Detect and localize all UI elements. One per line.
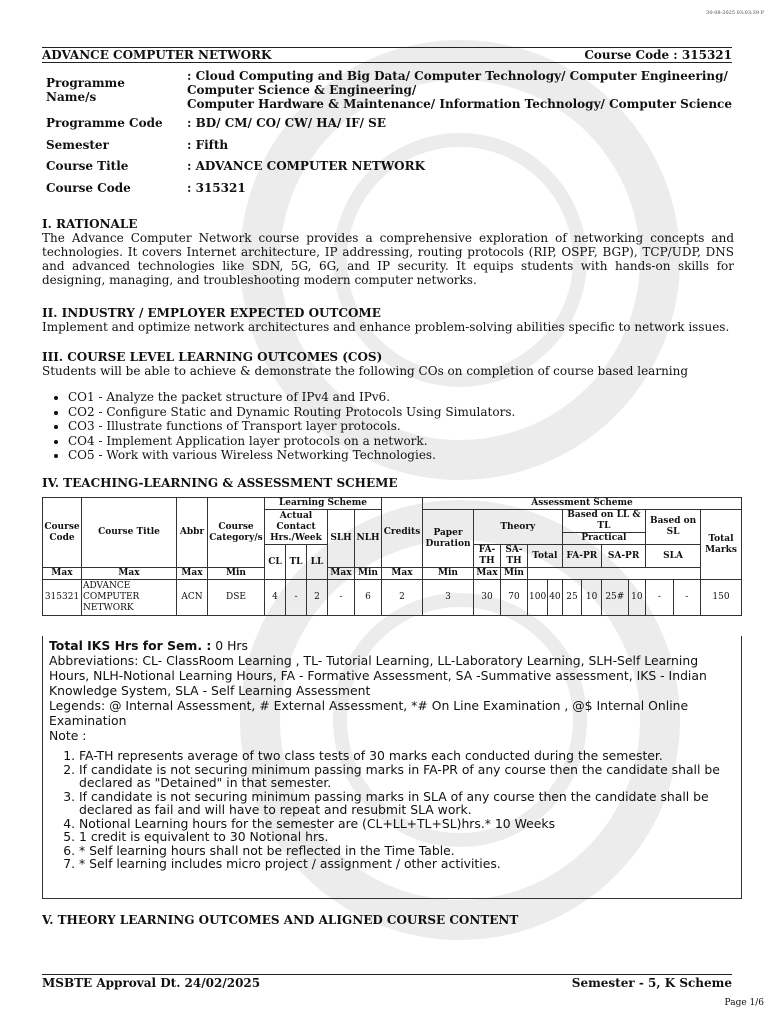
th-abbr: Abbr [177,498,208,568]
th-min: Min [501,568,528,580]
cell: ADVANCE COMPUTER NETWORK [82,580,177,616]
th-course-code: Course Code [43,498,82,568]
iks-hours [49,638,735,653]
co-item: • CO2 - Configure Static and Dynamic Routing Protocols Using Simulators. [68,405,734,420]
footer-semester: Semester - 5, K Scheme [571,976,732,990]
cell: 4 [265,580,286,616]
cell: - [286,580,307,616]
co-item: • CO5 - Work with various Wireless Networking Technologies. [68,448,734,463]
th-sla: SLA [646,545,701,568]
cell: 2 [307,580,328,616]
info-value [183,68,742,112]
th-ll-tl: Based on LL & TL [562,510,646,533]
industry-section [42,306,734,334]
cell: 10 [628,580,646,616]
note-item: 3. If candidate is not securing minimum passing marks in SLA of any course then the candidate shall be declared as fail and will have to repeat and resubmit SLA work. [79,790,735,817]
cell: 25 [562,580,582,616]
footer-approval: MSBTE Approval Dt. 24/02/2025 [42,976,261,990]
th-sa-th: SA-TH [501,545,528,568]
note-item: 2. If candidate is not securing minimum passing marks in FA-PR of any course then the candidate shall be declared as "Detained" in that semester. [79,763,735,790]
cell: - [646,580,673,616]
th-max: Max [382,568,423,580]
cell: 2 [382,580,423,616]
th-max: Max [474,568,501,580]
cell: 70 [501,580,528,616]
cell: 30 [474,580,501,616]
table-header-row [43,568,742,580]
industry-title: II. INDUSTRY / EMPLOYER EXPECTED OUTCOME [42,306,381,320]
info-key: Course Code [46,180,131,195]
cell: 150 [701,580,742,616]
page-number: Page 1/6 [724,998,764,1008]
table-header-row [43,498,742,510]
info-value: : Fifth [187,137,229,152]
cell: - [328,580,355,616]
cell: 25# [602,580,629,616]
info-row [42,112,742,134]
info-key: Programme Name/s [46,76,125,104]
co-item: • CO4 - Implement Application layer protocols on a network. [68,434,734,449]
cell: 3 [423,580,474,616]
th-min: Min [208,568,265,580]
info-key: Programme Code [46,116,163,130]
info-key: Course Title [46,159,129,173]
th-total-marks: Total Marks [701,510,742,580]
cos-section [42,350,734,463]
cell: 6 [355,580,382,616]
th-fa-pr: FA-PR [562,545,601,568]
note-item: 5. 1 credit is equivalent to 30 Notional hrs. [79,830,735,844]
info-line: Computer Science & Engineering/ [187,83,417,97]
header-course-name: ADVANCE COMPUTER NETWORK [42,48,272,62]
page-footer [42,974,732,989]
th-max: Max [82,568,177,580]
scheme-section [42,476,734,490]
info-key: Semester [46,137,109,152]
th-fa-th: FA-TH [474,545,501,568]
rationale-title: I. RATIONALE [42,217,138,231]
th-practical: Practical [562,533,646,545]
cos-title: III. COURSE LEVEL LEARNING OUTCOMES (COS) [42,350,383,364]
info-row [42,155,742,177]
cell: 10 [582,580,602,616]
info-value: : ADVANCE COMPUTER NETWORK [187,159,426,173]
th-course-title: Course Title [82,498,177,568]
info-line: : Cloud Computing and Big Data/ Computer Technology/ Computer Engineering/ [187,69,728,83]
th-nlh: NLH [355,510,382,568]
th-ll: LL [307,545,328,580]
scheme-notes-box [42,636,742,899]
th-contact-hours: Actual Contact Hrs./Week [265,510,328,545]
iks-label: Total IKS Hrs for Sem. : [49,638,212,653]
th-based-on-sl: Based on SL [646,510,701,545]
th-tl: TL [286,545,307,580]
cell: ACN [177,580,208,616]
scheme-title: IV. TEACHING-LEARNING & ASSESSMENT SCHEME [42,476,398,490]
th-assessment-scheme: Assessment Scheme [423,498,742,510]
note-label: Note : [49,728,87,743]
assessment-scheme-table [42,497,742,616]
section-5-title: V. THEORY LEARNING OUTCOMES AND ALIGNED COURSE CONTENT [42,913,519,927]
th-learning-scheme: Learning Scheme [265,498,382,510]
abbreviations-text: Abbreviations: CL- ClassRoom Learning , TL- Tutorial Learning, LL-Laboratory Learning, SLH-Self Learning Hours, NLH-Notional Learning Hours, FA - Formative Assessment, SA -Summative assessment, IKS - Indian Knowledge System, SLA - Self Learning Assessment [49,653,707,698]
th-paper-duration: Paper Duration [423,510,474,568]
note-item: 7. * Self learning includes micro project / assignment / other activities. [79,857,735,871]
cos-list [42,390,734,463]
th-total: Total [528,545,563,568]
info-line: Computer Hardware & Maintenance/ Information Technology/ Computer Science [187,97,732,111]
industry-text: Implement and optimize network architectures and enhance problem-solving abilities specific to network issues. [42,320,730,334]
course-info-table [42,68,742,198]
th-min: Min [423,568,474,580]
iks-value: 0 Hrs [211,638,248,653]
co-item: • CO1 - Analyze the packet structure of IPv4 and IPv6. [68,390,734,405]
th-max: Max [328,568,355,580]
note-item: 4. Notional Learning hours for the semester are (CL+LL+TL+SL)hrs.* 10 Weeks [79,817,735,831]
cell: 100 [528,580,548,616]
print-timestamp: 30-08-2025 03:03:39 P [706,10,764,16]
cell: 40 [548,580,562,616]
th-max: Max [43,568,82,580]
th-theory: Theory [474,510,563,545]
cell: DSE [208,580,265,616]
info-value: : 315321 [187,180,246,195]
info-row [42,177,742,198]
th-min: Min [355,568,382,580]
rationale-text: The Advance Computer Network course provides a comprehensive exploration of networking concepts and technologies. It covers Internet architecture, IP addressing, routing protocols (RIP, OSPF, BGP), TCP/UDP, DNS and advanced technologies like SDN, 5G, 6G, and IP security. It equips students with hands-on skills for designing, managing, and troubleshooting modern computer networks. [42,231,734,287]
th-credits: Credits [382,498,423,568]
legends-text: Legends: @ Internal Assessment, # External Assessment, *# On Line Examination , @$ Internal Online Examination [49,698,689,728]
cell: - [673,580,700,616]
rationale-section [42,217,734,287]
header-course-code: Course Code : 315321 [584,48,732,62]
note-item: 1. FA-TH represents average of two class tests of 30 marks each conducted during the semester. [79,749,735,763]
page-header [42,47,732,63]
section-5 [42,913,734,927]
th-category: Course Category/s [208,498,265,568]
notes-list [49,749,735,871]
info-row [42,134,742,155]
co-item: • CO3 - Illustrate functions of Transport layer protocols. [68,419,734,434]
th-max: Max [177,568,208,580]
cos-intro: Students will be able to achieve & demonstrate the following COs on completion of course based learning [42,364,689,378]
note-item: 6. * Self learning hours shall not be reflected in the Time Table. [79,844,735,858]
info-row [42,68,742,112]
info-value: : BD/ CM/ CO/ CW/ HA/ IF/ SE [187,116,386,130]
th-cl: CL [265,545,286,580]
th-sa-pr: SA-PR [602,545,646,568]
cell: 315321 [43,580,82,616]
table-row [43,580,742,616]
th-slh: SLH [328,510,355,568]
